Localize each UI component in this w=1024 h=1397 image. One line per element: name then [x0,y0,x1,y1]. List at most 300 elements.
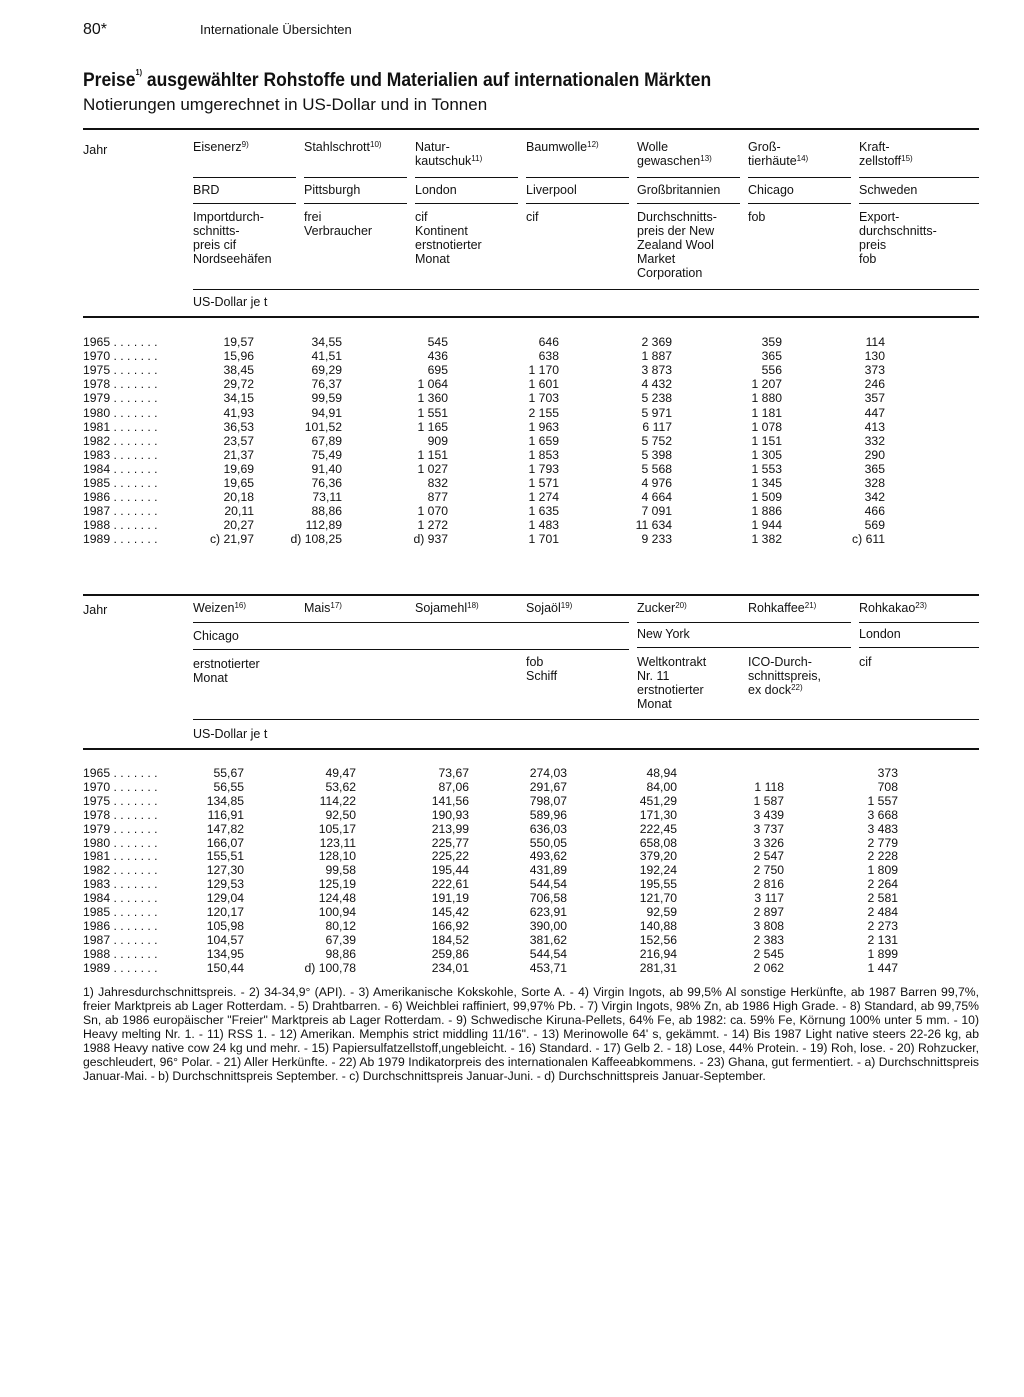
table-cell: 19,65 [223,476,254,490]
table1-col-stahlschrott [304,140,382,154]
table-cell: 274,03 [529,766,567,780]
table-cell: c) 21,97 [209,532,254,547]
page-subtitle: Notierungen umgerechnet in US-Dollar und in Tonnen [83,95,488,114]
page-title [83,70,711,92]
col-footnote-ref: 9) [241,140,249,149]
row-year: 1988 . . . . . . . [83,518,158,533]
table-cell: 1 587 [753,793,784,808]
row-year: 1982 . . . . . . . [83,863,158,878]
table-cell: 166,07 [206,835,244,850]
table-cell: 4 664 [641,490,672,505]
table-cell: 99,58 [325,863,356,878]
table2-col-weizen [193,601,246,615]
row-year: 1987 . . . . . . . [83,932,158,947]
table-cell: 544,54 [529,877,567,892]
table-cell: 76,36 [311,476,342,490]
table-cell: d) 937 [413,532,448,547]
table-cell: 2 750 [753,863,784,878]
divider [193,622,629,623]
table-cell: 171,30 [639,807,677,822]
divider [193,177,296,178]
row-year: 1981 . . . . . . . [83,849,158,864]
table-cell: 222,45 [639,821,677,836]
divider [637,177,740,178]
table-cell: 2 897 [753,905,784,919]
table1-market: Pittsburgh [304,183,361,197]
divider [859,177,979,178]
table-row [83,406,903,420]
table1-header-bottom-rule [83,316,979,318]
table2-terms-weizen: erstnotierter Monat [193,657,260,685]
col-label: Mais [304,601,331,615]
table-cell: 9 233 [641,532,672,547]
table-cell: 2 383 [753,932,784,947]
table-cell: 104,57 [206,932,244,947]
table-cell: 75,49 [311,447,342,462]
table-cell: 145,42 [431,905,469,919]
divider [526,203,629,204]
table1-col-baumwolle [526,140,599,154]
row-year: 1984 . . . . . . . [83,891,158,906]
col-footnote-ref: 11) [471,154,483,163]
row-year: 1989 . . . . . . . [83,532,158,547]
table-cell: 1 207 [751,377,782,392]
table-cell: 152,56 [639,932,677,947]
table-row [83,335,903,349]
table-cell: 390,00 [529,918,567,933]
running-head: Internationale Übersichten [200,22,352,37]
table-cell: 1 151 [417,447,448,462]
table-row [83,863,903,877]
terms-footnote-ref: 22) [791,683,803,692]
table-row [83,961,903,975]
table-cell: 190,93 [431,807,469,822]
row-year: 1978 . . . . . . . [83,807,158,822]
row-year: 1988 . . . . . . . [83,946,158,961]
table-cell: 246 [864,377,885,392]
table-cell: 1 551 [417,405,448,420]
table-cell: 1 078 [751,419,782,434]
table1-col-kraftzellstoff [859,140,913,168]
col-label: Rohkaffee [748,601,805,615]
col-label: Natur- kautschuk [415,140,472,168]
table-cell: 1 899 [867,946,898,961]
table-cell: 6 117 [642,419,672,434]
col-label: Wolle gewaschen [637,140,701,168]
table-cell: 105,17 [318,821,356,836]
table-cell: 192,24 [639,863,677,878]
col-footnote-ref: 17) [330,601,342,610]
table-cell: 129,53 [206,877,244,892]
table-row [83,377,903,391]
divider [859,647,979,648]
row-year: 1975 . . . . . . . [83,363,158,378]
page-number: 80* [83,21,108,38]
row-year: 1970 . . . . . . . [83,349,158,364]
table1-col-eisenerz [193,140,249,154]
table-cell: 2 547 [753,849,784,864]
table-cell: 3 117 [754,891,784,906]
divider [637,203,740,204]
divider [415,177,518,178]
table-cell: 216,94 [639,946,677,961]
table1-market: Großbritannien [637,183,721,197]
divider [193,289,979,290]
table-cell: 5 238 [641,391,672,406]
table1-terms: fob [748,210,766,224]
table-cell: 147,82 [206,821,244,836]
divider [193,649,629,650]
table-cell: 134,85 [206,793,244,808]
table-cell: 1 272 [417,518,448,533]
table-cell: 1 809 [867,863,898,878]
col-footnote-ref: 20) [675,601,687,610]
table-cell: 127,30 [206,863,244,878]
table-cell: 413 [864,419,885,434]
table-cell: 1 027 [417,461,448,476]
table2-market-london: London [859,627,901,641]
table-cell: 2 228 [867,849,898,864]
table-cell: 67,39 [325,932,356,947]
col-label: Stahlschrott [304,140,371,154]
row-year: 1982 . . . . . . . [83,433,158,448]
table-cell: 19,57 [223,335,254,349]
table2-terms-kakao: cif [859,655,872,669]
col-label: Baumwolle [526,140,588,154]
table-cell: 4 432 [641,377,672,392]
table-cell: 1 170 [528,363,559,378]
table-cell: 20,11 [224,504,254,519]
table-cell: 544,54 [529,946,567,961]
row-year: 1985 . . . . . . . [83,476,158,490]
row-year: 1986 . . . . . . . [83,490,158,505]
table-row [83,780,903,794]
table-cell: 166,92 [431,918,469,933]
table-cell: 877 [427,490,448,505]
table-cell: 259,86 [431,946,469,961]
table-cell: 5 752 [641,433,672,448]
table-cell: 213,99 [431,821,469,836]
table-cell: 76,37 [311,377,342,392]
table-cell: 67,89 [311,433,342,448]
table2-top-rule [83,594,979,596]
table-cell: 2 369 [641,335,672,349]
table-cell: 56,55 [213,779,244,794]
table-cell: 100,94 [318,905,356,919]
table2-header-bottom-rule [83,748,979,750]
table-cell: 1 701 [528,532,559,547]
table-cell: 832 [427,476,448,490]
table-cell: 451,29 [639,793,677,808]
table-cell: 1 880 [751,391,782,406]
table-cell: 453,71 [529,960,567,975]
col-label: Sojamehl [415,601,468,615]
table2-year-header: Jahr [83,603,108,617]
table-cell: 1 635 [528,504,559,519]
table-row [83,766,903,780]
table-cell: 80,12 [325,918,356,933]
table-row [83,933,903,947]
table-cell: 545 [427,335,448,349]
table-cell: 1 345 [751,476,782,490]
table-cell: 141,56 [431,793,469,808]
table-cell: 98,86 [325,946,356,961]
table-cell: 1 181 [751,405,782,420]
table-cell: 34,55 [311,335,342,349]
table1-top-rule [83,128,979,130]
table-cell: 447 [864,405,885,420]
col-label: Rohkakao [859,601,916,615]
table-cell: 3 326 [753,835,784,850]
divider [859,622,979,623]
table-cell: 1 305 [751,447,782,462]
table-cell: 1 887 [641,349,672,364]
col-footnote-ref: 14) [796,154,809,163]
table-cell: 2 545 [753,946,784,961]
table-cell: 124,48 [318,891,356,906]
row-year: 1986 . . . . . . . [83,918,158,933]
table-cell: d) 108,25 [290,532,342,547]
col-footnote-ref: 12) [587,140,599,149]
table-row [83,919,903,933]
table-cell: 1 483 [528,518,559,533]
table-cell: 21,37 [223,447,254,462]
divider [637,622,851,623]
table-cell: 5 568 [641,461,672,476]
table-cell: 381,62 [529,932,567,947]
table-cell: 114,22 [319,793,356,808]
col-footnote-ref: 19) [560,601,573,610]
divider [748,203,851,204]
table-cell: 121,70 [639,891,677,906]
table-cell: d) 100,78 [304,960,356,975]
table-cell: 798,07 [529,793,567,808]
table1-market: London [415,183,457,197]
table-cell: 49,47 [325,766,356,780]
table-cell: 1 557 [867,793,898,808]
table-cell: 20,18 [223,490,254,505]
table-cell: 92,59 [646,905,677,919]
table1-market: Schweden [859,183,918,197]
table-cell: 53,62 [325,779,356,794]
table-cell: 332 [864,433,885,448]
table-row [83,434,903,448]
table1-col-naturkautschuk [415,140,482,168]
table-cell: 134,95 [206,946,244,961]
table-row [83,877,903,891]
table-cell: 550,05 [529,835,567,850]
table1-market: BRD [193,183,220,197]
table-cell: 2 779 [867,835,898,850]
table-cell: 646 [538,335,559,349]
table-cell: 556 [761,363,782,378]
row-year: 1987 . . . . . . . [83,504,158,519]
table-cell: 431,89 [529,863,567,878]
table-cell: 708 [877,779,898,794]
table1-year-header: Jahr [83,143,108,157]
row-year: 1965 . . . . . . . [83,766,158,780]
table1-col-wolle [637,140,712,168]
table-row [83,891,903,905]
table-row [83,808,903,822]
row-year: 1983 . . . . . . . [83,447,158,462]
table-cell: 20,27 [223,518,254,533]
table-cell: 1 944 [751,518,782,533]
table-cell: 129,04 [206,891,244,906]
table-cell: 1 571 [528,476,559,490]
table-cell: 191,19 [431,891,469,906]
col-footnote-ref: 13) [700,154,712,163]
table-cell: 2 484 [867,905,898,919]
table-cell: 99,59 [311,391,342,406]
table-cell: 2 155 [528,405,559,420]
table-cell: 112,89 [305,518,342,533]
table-cell: 73,11 [312,490,342,505]
table-cell: 3 439 [753,807,784,822]
table-cell: 373 [864,363,885,378]
table-cell: 2 581 [867,891,898,906]
divider [304,177,407,178]
table-cell: 909 [427,433,448,448]
title-footnote-ref: 1) [135,68,143,77]
table-cell: 101,52 [304,419,342,434]
table-cell: 3 808 [753,918,784,933]
table-cell: 36,53 [223,419,254,434]
row-year: 1970 . . . . . . . [83,779,158,794]
row-year: 1979 . . . . . . . [83,391,158,406]
table-cell: 88,86 [311,504,342,519]
table-cell: 1 963 [528,419,559,434]
table-cell: 11 634 [635,518,672,533]
table-cell: 290 [864,447,885,462]
table-cell: 41,93 [223,405,254,420]
table-cell: 373 [877,766,898,780]
table1-terms: cif Kontinent erstnotierter Monat [415,210,482,266]
table-cell: 114 [865,335,885,349]
table2-col-mais [304,601,342,615]
footnotes: 1) Jahresdurchschnittspreis. - 2) 34-34,9° (API). - 3) Amerikanische Kokskohle, Sorte A. - 4) Virgin Ingots, ab 99,5% Al sonstige Herkünfte, ab 1987 Barren 99,7%, freier Marktpreis ab Lager Rotterdam. - 5) Drahtbarren. - 6) Weichblei raffiniert, 99,97% Pb. - 7) Virgin Ingots, 98% Zn, ab 1986 High Grade. - 8) Standard, ab 99,75% Sn, ab 1986 europäischer "Freier" Marktpreis ab Lager Rotterdam. - 9) Schwedische Kiruna-Pellets, 64% Fe, ab 1982: ca. 59% Fe, Körnung 100% unter 5 mm. - 10) Heavy melting Nr. 1. - 11) RSS 1. - 12) Amerikan. Memphis strict middling 11/16". - 13) Merinowolle 64' s, gekämmt. - 14) Bis 1987 Light native steers 22-26 kg, ab 1988 Heavy native cow 24 kg und mehr. - 15) Papiersulfatzellstoff,ungebleicht. - 16) Standard. - 17) Gelb 2. - 18) Lose, 44% Protein. - 19) Roh, lose. - 20) Rohzucker, geschleudert, 96° Polar. - 21) Aller Herkünfte. - 22) Ab 1979 Indikatorpreis des internationalen Kaffeeabkommens. - 23) Ghana, gut fermentiert. - a) Durchschnittspreis Januar-Mai. - b) Durchschnittspreis September. - c) Durchschnittspreis Januar-Juni. - d) Durchschnittspreis Januar-September. [83,985,979,1083]
table-cell: 55,67 [213,766,244,780]
table-cell: 120,17 [206,905,244,919]
table-cell: 623,91 [529,905,567,919]
table-row [83,518,903,532]
table-cell: 636,03 [529,821,567,836]
table1-unit: US-Dollar je t [193,295,268,309]
divider [748,177,851,178]
table-row [83,448,903,462]
table2-col-rohkakao [859,601,927,615]
table1-col-grosstierhaeute [748,140,808,168]
table-cell: c) 611 [852,532,885,547]
table-row [83,462,903,476]
row-year: 1975 . . . . . . . [83,793,158,808]
table-cell: 155,51 [206,849,244,864]
title-word: Preise [83,70,136,91]
table-cell: 105,98 [206,918,244,933]
table-cell: 184,52 [431,932,469,947]
table-cell: 1 360 [417,391,448,406]
table-cell: 116,91 [207,807,244,822]
table-cell: 365 [761,349,782,364]
table-cell: 2 816 [753,877,784,892]
table-cell: 5 398 [641,447,672,462]
table-cell: 150,44 [206,960,244,975]
table2-terms-zucker: Weltkontrakt Nr. 11 erstnotierter Monat [637,655,707,711]
table-cell: 48,94 [646,766,677,780]
table-row [83,363,903,377]
table1-market: Chicago [748,183,794,197]
table-cell: 38,45 [223,363,254,378]
table-row [83,504,903,518]
table-cell: 225,22 [431,849,469,864]
table-cell: 359 [761,335,782,349]
table-row [83,849,903,863]
row-year: 1983 . . . . . . . [83,877,158,892]
table2-col-sojaoel [526,601,572,615]
table-row [83,794,903,808]
table-cell: 3 737 [753,821,784,836]
table-cell: 15,96 [223,349,254,364]
table-cell: 225,77 [431,835,469,850]
table-row [83,490,903,504]
table-cell: 2 264 [867,877,898,892]
table-cell: 23,57 [223,433,254,448]
table-cell: 365 [864,461,885,476]
table-cell: 1 553 [751,461,782,476]
table-cell: 4 976 [641,476,672,490]
table-cell: 638 [538,349,559,364]
row-year: 1989 . . . . . . . [83,960,158,975]
table-row [83,822,903,836]
table-cell: 123,11 [319,835,356,850]
table2-unit: US-Dollar je t [193,727,268,741]
table-cell: 706,58 [529,891,567,906]
row-year: 1984 . . . . . . . [83,461,158,476]
table-row [83,836,903,850]
table2-terms-sojaoel: fob Schiff [526,655,558,683]
table-cell: 41,51 [311,349,342,364]
col-footnote-ref: 23) [915,601,927,610]
col-footnote-ref: 15) [901,154,913,163]
table2-market-chicago: Chicago [193,629,239,643]
table-cell: 234,01 [431,960,469,975]
table-cell: 1 659 [528,433,559,448]
table-cell: 94,91 [311,405,342,420]
table-cell: 2 131 [867,932,898,947]
table-row [83,476,903,490]
table-cell: 91,40 [311,461,342,476]
table-cell: 125,19 [318,877,356,892]
table-cell: 658,08 [639,835,677,850]
row-year: 1985 . . . . . . . [83,905,158,919]
table-cell: 342 [864,490,885,505]
table-cell: 1 070 [417,504,448,519]
terms-text: ICO-Durch- schnittspreis, ex dock [748,655,821,697]
divider [193,719,979,720]
table-cell: 7 091 [641,504,672,519]
divider [304,203,407,204]
table-cell: 92,50 [325,807,356,822]
divider [193,203,296,204]
table-cell: 5 971 [641,405,672,420]
table-cell: 69,29 [311,363,342,378]
table2-col-rohkaffee [748,601,816,615]
table-row [83,420,903,434]
table-cell: 29,72 [223,377,254,392]
table-cell: 1 382 [751,532,782,547]
table-cell: 3 483 [867,821,898,836]
table1-terms: cif [526,210,539,224]
